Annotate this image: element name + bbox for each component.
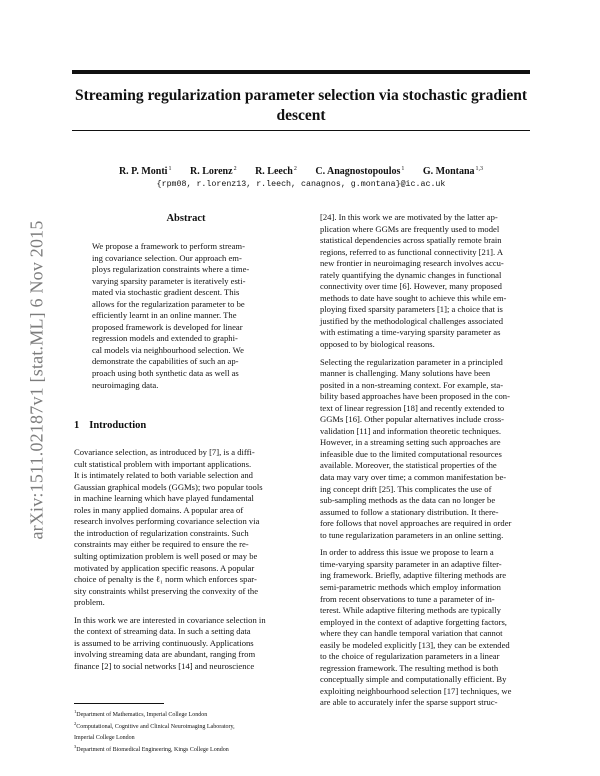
text-line: assumed to follow a stationary distribution. It there- (320, 506, 499, 517)
text-line: In this work we are interested in covariance selection in (74, 614, 266, 625)
author: C. Anagnostopoulos$^1$ (315, 166, 405, 178)
paper-title (70, 86, 532, 126)
text-line: finance [2] to social networks [14] and neuroscience (74, 660, 255, 671)
paragraph (320, 357, 528, 542)
text-line: choice of penalty is the ℓ₁ norm which enforces spar- (74, 574, 257, 585)
text-line: posited in a non-streaming context. For example, sta- (320, 379, 504, 390)
text-line: methods to date have sought to achieve this while em- (320, 292, 507, 303)
text-line: ing concept drift [25]. This complicates the use of (320, 483, 492, 494)
footnotes (74, 708, 298, 754)
right-column (320, 212, 528, 709)
text-line: Gaussian graphical models (GGMs); two popular tools (74, 481, 263, 492)
text-line: Selecting the regularization parameter in a principled (320, 356, 503, 367)
arxiv-stamp (22, 180, 52, 580)
text-line: sulting optimization problem is well posed or may be (74, 551, 258, 562)
abstract-line: We propose a framework to perform stream- (92, 241, 245, 251)
text-line: sub-sampling methods as the data can no longer be (320, 495, 496, 506)
text-line: time-varying sparsity parameter in an adaptive filter- (320, 558, 502, 569)
author-list (70, 166, 532, 177)
text-line: bility based approaches have been proposed in the con- (320, 391, 510, 402)
abstract-line: mated via stochastic gradient descent. This (92, 287, 240, 298)
text-line: GGMs [16]. Other popular alternatives include cross- (320, 414, 504, 425)
author: G. Montana$^{1,3}$ (422, 166, 484, 178)
text-line: to the choice of regularization parameters in a linear (320, 651, 500, 662)
text-line: connectivity over time [6]. However, many proposed (320, 281, 502, 292)
abstract-body (74, 241, 298, 391)
paragraph (74, 615, 298, 673)
text-line: Covariance selection, as introduced by [7], is a diffi- (74, 447, 255, 458)
abstract-line: proach using both synthetic data as well as (92, 368, 239, 379)
title-top-rule (72, 70, 530, 74)
footnote: $^2$Computational, Cognitive and Clinical Neuroimaging Laboratory, (74, 720, 235, 730)
abstract-line: ploys regularization constraints where a time- (92, 264, 250, 275)
title-line: Streaming regularization parameter selection via stochastic gradient (74, 87, 527, 104)
footnote: $^1$Department of Mathematics, Imperial College London (74, 709, 208, 718)
text-line: regions, referred to as functional connectivity [21]. A (320, 246, 504, 257)
text-line: plication where GGMs are frequently used to model (320, 223, 500, 234)
text-line: infeasible due to the limited computational resources (320, 448, 502, 459)
abstract-line: varying sparsity parameter is iteratively esti- (92, 275, 246, 286)
abstract-line: proposed framework is developed for linear (92, 321, 243, 332)
text-line: from recent observations to tune a parameter of in- (320, 593, 495, 604)
text-line: semi-parametric methods which employ information (320, 581, 501, 592)
text-line: is assumed to be arriving continuously. Applications (74, 637, 254, 648)
abstract-line: cal models via neighbourhood selection. We (92, 344, 244, 355)
text-line: the introduction of regularization constraints. Such (74, 527, 249, 538)
text-line: [24]. In this work we are motivated by the latter ap- (320, 212, 498, 222)
author: R. P. Monti$^1$ (118, 166, 172, 178)
text-line: are able to accurately infer the sparse support struc- (320, 697, 498, 708)
text-line: cult statistical problem with important applications. (74, 458, 252, 469)
title-line: descent (276, 107, 326, 124)
text-line: constraints may either be required to ensure the re- (74, 539, 249, 550)
text-line: justified by the methodological challenges associated (320, 315, 504, 326)
footnote: Imperial College London (74, 735, 135, 742)
text-line: exploiting neighbourhood selection [17] techniques, we (320, 685, 512, 696)
author: R. Leech$^2$ (255, 166, 297, 178)
section-heading-introduction (74, 419, 298, 433)
text-line: statistical dependencies across spatially remote brain (320, 235, 502, 246)
text-line: problem. (74, 597, 105, 608)
text-line: roles in many applied domains. A popular area of (74, 504, 244, 515)
text-line: fore follows that novel approaches are required in order (320, 518, 512, 529)
text-line: In order to address this issue we propose to learn a (320, 547, 494, 558)
abstract-line: allows for the regularization parameter to be (92, 298, 245, 309)
text-line: in machine learning which have played fundamental (74, 493, 254, 504)
text-line: However, in a streaming setting such approaches are (320, 437, 501, 448)
section-number: 1 (74, 420, 80, 432)
text-line: ploying fixed sparsity parameters [1]; a choice that is (320, 304, 503, 315)
paragraph (320, 547, 528, 709)
abstract-heading: Abstract (166, 213, 206, 224)
left-column (74, 212, 298, 673)
abstract-line: efficiently learnt in an online manner. The (92, 310, 237, 321)
text-line: the context of streaming data. In such a setting data (74, 626, 251, 637)
text-line: terest. While adaptive filtering methods are typically (320, 605, 501, 616)
author-emails: {rpm08, r.lorenz13, r.leech, canagnos, g.montana}@ic.ac.uk (156, 180, 446, 189)
text-line: data may vary over time; a common manifestation be- (320, 472, 507, 483)
text-line: validation [11] and information theoretic techniques. (320, 425, 502, 436)
paragraph (320, 212, 528, 351)
abstract-line: ing covariance selection. Our approach em- (92, 252, 242, 263)
text-line: regression framework. The resulting method is both (320, 662, 499, 673)
section-title: Introduction (89, 420, 147, 432)
text-line: ing framework. Briefly, adaptive filtering methods are (320, 570, 507, 581)
text-line: motivated by application specific reasons. A popular (74, 562, 255, 573)
footnote-rule (74, 703, 164, 704)
text-line: rately quantifying the dynamic changes in functional (320, 269, 502, 280)
abstract-line: regression models and extended to graphi- (92, 333, 238, 344)
abstract-line: neuroimaging data. (92, 379, 159, 390)
text-line: sity constraints whilst preserving the convexity of the (74, 585, 259, 596)
text-line: research involves performing covariance selection via (74, 516, 260, 527)
text-line: available. Moreover, the statistical properties of the (320, 460, 497, 471)
arxiv-identifier: arXiv:1511.02187v1 [stat.ML] 6 Nov 2015 (26, 220, 47, 540)
abstract-line: demonstrate the capabilities of such an ap- (92, 356, 239, 367)
footnote: $^3$Department of Biomedical Engineering, Kings College London (74, 743, 229, 753)
text-line: to tune regularization parameters in an online setting. (320, 529, 504, 540)
text-line: with estimating a time-varying sparsity parameter as (320, 327, 501, 338)
text-line: opposed to by biological reasons. (320, 339, 435, 350)
text-line: new frontier in neuroimaging research involves accu- (320, 258, 504, 269)
text-line: It is intimately related to both variable selection and (74, 470, 253, 481)
text-line: where they can handle temporal variation that cannot (320, 628, 503, 639)
title-bottom-rule (72, 130, 530, 131)
text-line: manner is challenging. Many solutions have been (320, 368, 491, 379)
paragraph (74, 447, 298, 609)
text-line: conceptually simple and computationally efficient. By (320, 674, 507, 685)
text-line: easily be modeled explicitly [13], they can be extended (320, 639, 510, 650)
text-line: employed in the context of adaptive forgetting factors, (320, 616, 507, 627)
text-line: involving streaming data are abundant, ranging from (74, 649, 256, 660)
text-line: text of linear regression [18] and recently extended to (320, 402, 505, 413)
author: R. Lorenz$^2$ (189, 166, 237, 178)
